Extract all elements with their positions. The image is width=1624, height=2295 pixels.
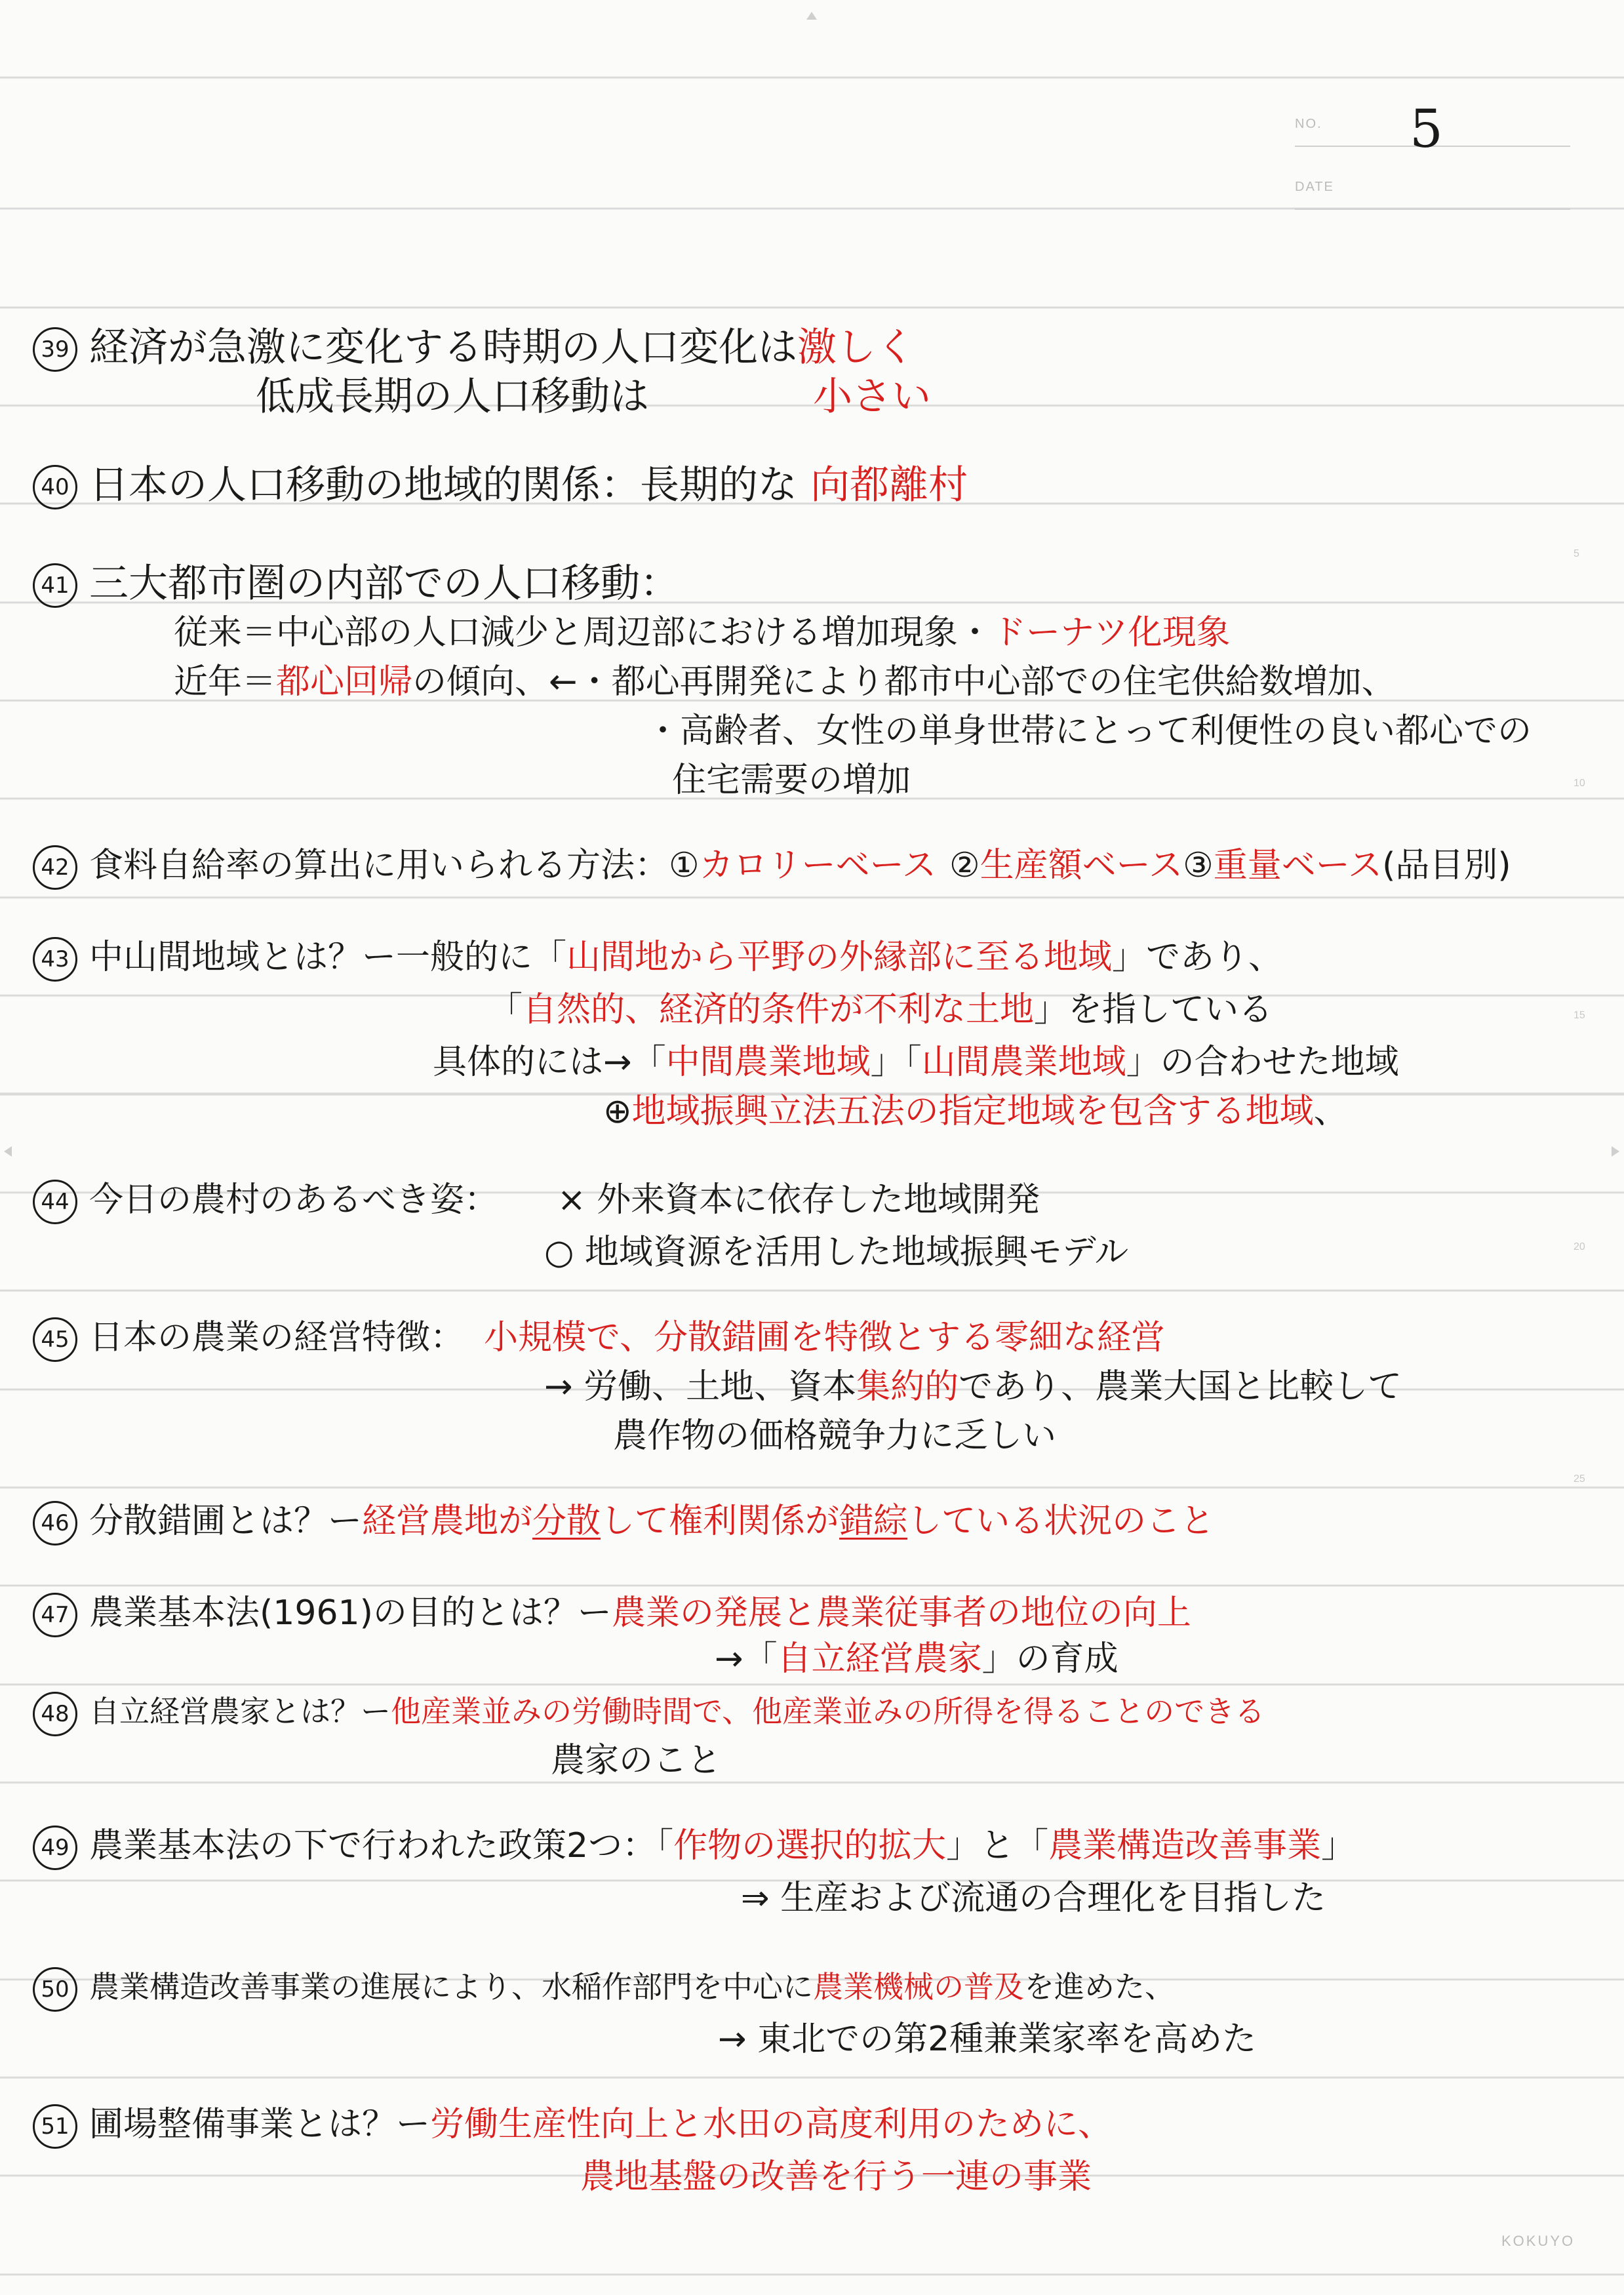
- text: → 東北での第2種兼業家率を高めた: [718, 2020, 1257, 2059]
- text: →「: [715, 1639, 778, 1679]
- text: 」であり、: [1112, 938, 1283, 977]
- answer: 小規模で、分散錯圃を特徴とする零細な経営: [484, 1318, 1165, 1357]
- item-number: 46: [33, 1501, 77, 1546]
- answer: 他産業並みの労働時間で、他産業並みの所得を得ることのできる: [391, 1694, 1265, 1729]
- item-39-line-1: [33, 321, 915, 374]
- answer: 都心回帰: [276, 662, 413, 702]
- question: 三大都市圏の内部での人口移動：: [89, 561, 679, 607]
- item-47-line-2: [715, 1633, 1119, 1685]
- answer: 農業機械の普及: [813, 1969, 1024, 2005]
- item-41-line-1: [33, 557, 679, 610]
- date-label: DATE: [1295, 180, 1334, 194]
- item-number: 44: [33, 1180, 77, 1224]
- answer: 作物の選択的拡大: [673, 1826, 947, 1866]
- item-43-line-4: [603, 1085, 1348, 1138]
- text: 」の合わせた地域: [1126, 1043, 1399, 1082]
- margin-number: 20: [1574, 1241, 1585, 1252]
- item-41-line-5: [672, 754, 911, 807]
- text: 農作物の価格競争力に乏しい: [613, 1416, 1057, 1456]
- text: 」と「: [946, 1826, 1049, 1866]
- item-50-line-2: [718, 2013, 1256, 2066]
- text: ○ 地域資源を活用した地域振興モデル: [544, 1233, 1129, 1272]
- text: 従来＝中心部の人口減少と周辺部における増加現象・: [174, 613, 993, 652]
- page-number: 5: [1410, 98, 1443, 159]
- answer: 地域振興立法五法の指定地域を包含する地域: [631, 1092, 1314, 1131]
- answer: 山間農業地域: [921, 1043, 1126, 1082]
- text: × 外来資本に依存した地域開発: [557, 1180, 1040, 1220]
- date-underline: [1295, 209, 1570, 210]
- item-number: 45: [33, 1317, 77, 1362]
- marker: ①: [669, 846, 700, 885]
- margin-number: 10: [1574, 778, 1585, 789]
- answer: 激しく: [797, 325, 915, 370]
- item-49-line-2: [741, 1872, 1326, 1925]
- answer: 労働生産性向上と水田の高度利用のために、: [430, 2105, 1113, 2144]
- margin-number: 15: [1574, 1010, 1585, 1021]
- answer: 経営農地が: [362, 1502, 533, 1541]
- item-number: 50: [33, 1967, 77, 2012]
- question: 食料自給率の算出に用いられる方法：: [89, 846, 669, 885]
- answer-underlined: 分散: [532, 1502, 601, 1541]
- left-center-mark: [4, 1146, 12, 1157]
- answer: 自立経営農家: [777, 1639, 982, 1679]
- text: → 労働、土地、資本: [544, 1367, 857, 1407]
- no-label: NO.: [1295, 117, 1322, 131]
- answer: ドーナツ化現象: [992, 613, 1231, 652]
- text: 」を指している: [1034, 990, 1273, 1029]
- text: 近年＝: [174, 662, 277, 702]
- item-42-line-1: [33, 839, 1511, 892]
- top-center-mark: [806, 12, 817, 20]
- item-41-line-2: [174, 607, 1231, 659]
- item-44-line-1: [33, 1174, 1040, 1226]
- item-number: 47: [33, 1593, 77, 1637]
- item-45-line-3: [613, 1410, 1056, 1462]
- answer: 農地基盤の改善を行う一連の事業: [580, 2157, 1092, 2197]
- marker: ⊕: [603, 1092, 632, 1131]
- answer: カロリーベース: [699, 846, 937, 885]
- question: 中山間地域とは？ー一般的に「: [89, 938, 567, 977]
- marker: ③: [1183, 846, 1214, 885]
- answer: 生産額ベース: [980, 846, 1183, 885]
- item-50-line-1: [33, 1961, 1175, 2013]
- question: 圃場整備事業とは？ー: [89, 2105, 431, 2144]
- text: 」「: [870, 1043, 922, 1082]
- answer-underlined: 錯綜: [839, 1502, 908, 1541]
- question: 農業基本法の下で行われた政策2つ：「: [89, 1826, 674, 1866]
- text: を進めた、: [1024, 1969, 1175, 2005]
- margin-number: 5: [1574, 548, 1579, 559]
- item-number: 49: [33, 1826, 77, 1870]
- text: 」の育成: [981, 1639, 1119, 1679]
- answer: 向都離村: [810, 462, 968, 508]
- margin-number: 25: [1574, 1473, 1585, 1485]
- text: 農家のこと: [551, 1741, 722, 1780]
- answer: 自然的、経済的条件が不利な土地: [523, 990, 1035, 1029]
- text: 「: [488, 990, 523, 1029]
- item-number: 39: [33, 327, 77, 372]
- text: 住宅需要の増加: [672, 761, 911, 800]
- question: 自立経営農家とは？ー: [89, 1694, 391, 1729]
- answer: 集約的: [856, 1367, 959, 1407]
- item-43-line-1: [33, 931, 1282, 984]
- answer: 重量ベース: [1213, 846, 1383, 885]
- item-39-line-2: [256, 370, 931, 423]
- item-49-line-1: [33, 1820, 1355, 1872]
- answer: 農業の発展と農業従事者の地位の向上: [611, 1593, 1191, 1633]
- question: 農業基本法(1961)の目的とは？ー: [89, 1593, 612, 1633]
- item-47-line-1: [33, 1587, 1191, 1639]
- question: 今日の農村のあるべき姿：: [89, 1180, 499, 1220]
- item-51-line-1: [33, 2098, 1112, 2151]
- question: 農業構造改善事業の進展により、水稲作部門を中心に: [89, 1969, 813, 2005]
- brand-label: KOKUYO: [1501, 2233, 1575, 2249]
- item-41-line-3: [174, 656, 1396, 708]
- text: (品目別): [1382, 846, 1511, 885]
- question: 分散錯圃とは？ー: [89, 1502, 363, 1541]
- item-48-line-2: [551, 1734, 721, 1787]
- item-45-line-2: [544, 1361, 1402, 1413]
- text: であり、農業大国と比較して: [959, 1367, 1402, 1407]
- question: 低成長期の人口移動は: [256, 374, 649, 420]
- text: の傾向、←・都心再開発により都市中心部での住宅供給数増加、: [412, 662, 1396, 702]
- question: 日本の農業の経営特徴：: [89, 1318, 465, 1357]
- question: 日本の人口移動の地域的関係：長期的な: [89, 462, 797, 508]
- answer: している状況のこと: [907, 1502, 1215, 1541]
- text: ⇒ 生産および流通の合理化を目指した: [741, 1879, 1326, 1918]
- item-number: 51: [33, 2104, 77, 2149]
- answer: 農業構造改善事業: [1048, 1826, 1322, 1866]
- item-40-line-1: [33, 459, 968, 511]
- item-number: 42: [33, 845, 77, 890]
- answer: 中間農業地域: [665, 1043, 871, 1082]
- item-number: 43: [33, 937, 77, 982]
- marker: ②: [949, 846, 980, 885]
- text: ・高齢者、女性の単身世帯にとって利便性の良い都心での: [646, 711, 1532, 751]
- item-46-line-1: [33, 1495, 1214, 1547]
- item-48-line-1: [33, 1685, 1265, 1738]
- text: 」: [1321, 1826, 1356, 1866]
- item-number: 41: [33, 563, 77, 608]
- item-44-line-2: [544, 1226, 1128, 1279]
- item-51-line-2: [580, 2151, 1092, 2203]
- right-center-mark: [1612, 1146, 1619, 1157]
- item-43-line-3: [433, 1036, 1399, 1088]
- answer: して権利関係が: [601, 1502, 840, 1541]
- answer: 小さい: [813, 374, 931, 420]
- question: 経済が急激に変化する時期の人口変化は: [89, 325, 797, 370]
- item-45-line-1: [33, 1311, 1165, 1364]
- text: 、: [1313, 1092, 1348, 1131]
- text: 具体的には→「: [433, 1043, 666, 1082]
- item-41-line-4: [646, 705, 1532, 757]
- item-number: 40: [33, 465, 77, 509]
- item-number: 48: [33, 1692, 77, 1736]
- item-43-line-2: [488, 984, 1273, 1036]
- answer: 山間地から平野の外縁部に至る地域: [566, 938, 1113, 977]
